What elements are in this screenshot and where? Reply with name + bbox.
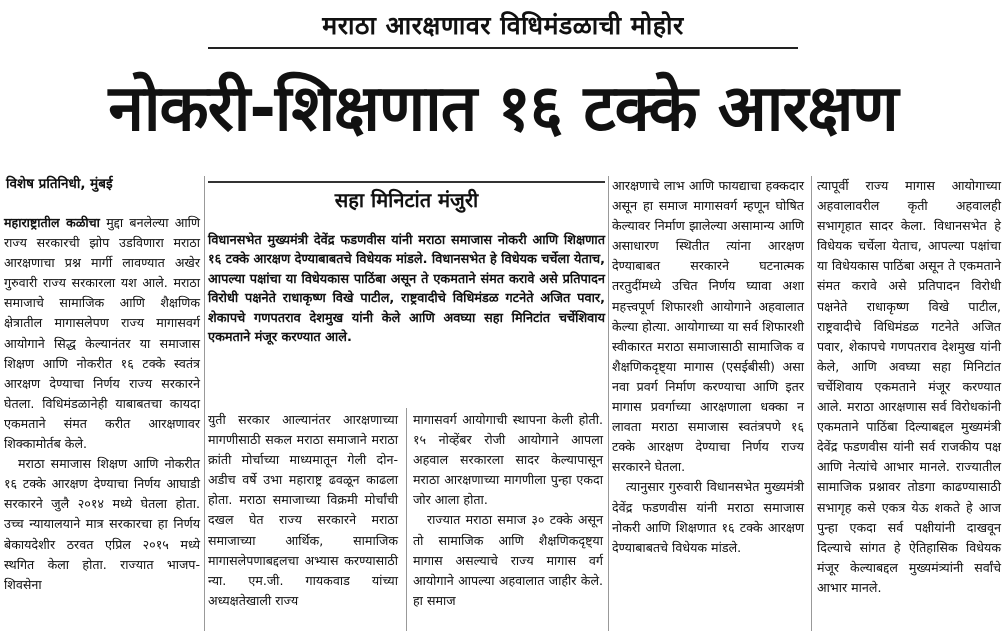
paragraph: त्यानुसार गुरुवारी विधानसभेत मुख्यमंत्री देवेंद्र फडणवीस यांनी मराठा समाजास नोकरी आणि शिक्षणात १६ टक्के आरक्षण देण्याबाबतचे विधेयक मांडले. (612, 479, 804, 555)
kicker-rule (208, 47, 798, 49)
article-column-4 (612, 176, 804, 558)
lead-text: मुद्दा बनलेल्या आणि राज्य सरकारची झोप उडविणारा मराठा आरक्षणाचा प्रश्न मार्गी लावण्यात अखेर गुरुवारी राज्य सरकारला यश आले. मराठा समाजाचे सामाजिक आणि शैक्षणिक क्षेत्रातील मागासलेपण राज्य मागासवर्ग आयोगाने सिद्ध केल्यानंतर या समाजास शिक्षण आणि नोकरीत १६ टक्के स्वतंत्र आरक्षण देण्याचा निर्णय राज्य सरकारने घेतला. विधिमंडळानेही याबाबतचा कायदा एकमताने संमत करीत आरक्षणावर शिक्कामोर्तब केले. (4, 215, 200, 452)
summary-text: विधानसभेत मुख्यमंत्री देवेंद्र फडणवीस यांनी मराठा समाजास नोकरी आणि शिक्षणात १६ टक्के आरक्षण देण्याबाबतचे विधेयक मांडले. विधानसभेत हे विधेयक चर्चेला येताच, आपल्या पक्षांचा या विधेयकास पाठिंबा असून ते एकमताने संमत करावे असे प्रतिपादन विरोधी पक्षनेते राधाकृष्ण विखे पाटील, राष्ट्रवादीचे विधिमंडळ गटनेते अजित पवार, शेकापचे गणपतराव देशमुख यांनी केले आणि अवघ्या सहा मिनिटांत चर्चेशिवाय एकमताने मंजूर करण्यात आले. (208, 233, 605, 346)
kicker-headline: मराठा आरक्षणावर विधिमंडळाची मोहोर (322, 11, 684, 40)
lead-bold-text: महाराष्ट्रातील कळीचा (4, 215, 100, 230)
paragraph: मराठा समाजास शिक्षण आणि नोकरीत १६ टक्के आरक्षण देण्याचा निर्णय आघाडी सरकारने जुलै २०१४ मध्ये घेतला होता. उच्च न्यायालयाने मात्र सरकारचा हा निर्णय बेकायदेशीर ठरवत एप्रिल २०१५ मध्ये स्थगित केला होता. राज्यात भाजप- शिवसेना (4, 456, 200, 592)
byline: विशेष प्रतिनिधी, मुंबई (6, 176, 113, 192)
main-headline: नोकरी-शिक्षणात १६ टक्के आरक्षण (108, 72, 898, 146)
sidebar-box-header (208, 181, 605, 217)
sidebar-box-title: सहा मिनिटांत मंजुरी (334, 188, 479, 212)
paragraph: मागासवर्ग आयोगाची स्थापना केली होती. १५ नोव्हेंबर रोजी आयोगाने आपला अहवाल सरकारला सादर केल्यापासून मराठा आरक्षणाच्या मागणीला पुन्हा एकदा जोर आला होता. (413, 412, 603, 508)
paragraph: राज्यात मराठा समाज ३० टक्के असून तो सामाजिक आणि शैक्षणिकदृष्ट्या मागास असल्याचे राज्य मागास वर्ग आयोगाने आपल्या अहवालात जाहीर केले. हा समाज (413, 512, 603, 608)
column-divider (811, 176, 812, 631)
sidebar-box-summary (208, 231, 605, 347)
article-column-5 (817, 176, 1001, 598)
column-divider (204, 176, 205, 631)
column-divider (608, 176, 609, 631)
article-column-1 (4, 213, 200, 595)
article-column-3 (413, 410, 603, 611)
article-column-2 (208, 410, 398, 611)
paragraph: आरक्षणाचे लाभ आणि फायद्याचा हक्कदार असून हा समाज मागासवर्ग म्हणून घोषित केल्यावर निर्माण झालेल्या असामान्य आणि असाधारण स्थितीत त्यांना आरक्षण देण्याबाबत सरकारने घटनात्मक तरतुदींमध्ये उचित निर्णय घ्यावा अशा महत्त्वपूर्ण शिफारशी आयोगाने अहवालात केल्या होत्या. आयोगाच्या या सर्व शिफारशी स्वीकारत मराठा समाजासाठी सामाजिक व शैक्षणिकदृष्ट्या मागास (एसईबीसी) असा नवा प्रवर्ग निर्माण करण्याचा आणि इतर मागास प्रवर्गाच्या आरक्षणाला धक्का न लावता मराठा समाजास स्वतंत्रपणे १६ टक्के आरक्षण देण्याचा निर्णय राज्य सरकारने घेतला. (612, 178, 804, 475)
column-divider (406, 408, 407, 631)
paragraph: त्यापूर्वी राज्य मागास आयोगाच्या अहवालावरील कृती अहवालही सभागृहात सादर केला. विधानसभेत हे विधेयक चर्चेला येताच, आपल्या पक्षांचा या विधेयकास पाठिंबा असून ते एकमताने संमत करावे असे प्रतिपादन विरोधी पक्षनेते राधाकृष्ण विखे पाटील, राष्ट्रवादीचे विधिमंडळ गटनेते अजित पवार, शेकापचे गणपतराव देशमुख यांनी केले, आणि अवघ्या सहा मिनिटांत चर्चेशिवाय एकमताने मंजूर करण्यात आले. मराठा आरक्षणास सर्व विरोधकांनी एकमताने पाठिंबा दिल्याबद्दल मुख्यमंत्री देवेंद्र फडणवीस यांनी सर्व राजकीय पक्ष आणि नेत्यांचे आभार मानले. राज्यातील सामाजिक प्रश्नावर तोडगा काढण्यासाठी सभागृह कसे एकत्र येऊ शकते हे आज पुन्हा एकदा सर्व पक्षीयांनी दाखवून दिल्याचे सांगत हे ऐतिहासिक विधेयक मंजूर केल्याबद्दल मुख्यमंत्र्यांनी सर्वांचे आभार मानले. (817, 178, 1001, 595)
lead-paragraph (4, 213, 200, 454)
paragraph: युती सरकार आल्यानंतर आरक्षणाच्या मागणीसाठी सकल मराठा समाजाने मराठा क्रांती मोर्चाच्या माध्यमातून गेली दोन-अडीच वर्षे उभा महाराष्ट्र ढवळून काढला होता. मराठा समाजाच्या विक्रमी मोर्चांची दखल घेत राज्य सरकारने मराठा समाजाच्या आर्थिक, सामाजिक मागासलेपणाबद्दलचा अभ्यास करण्यासाठी न्या. एम.जी. गायकवाड यांच्या अध्यक्षतेखाली राज्य (208, 412, 398, 608)
